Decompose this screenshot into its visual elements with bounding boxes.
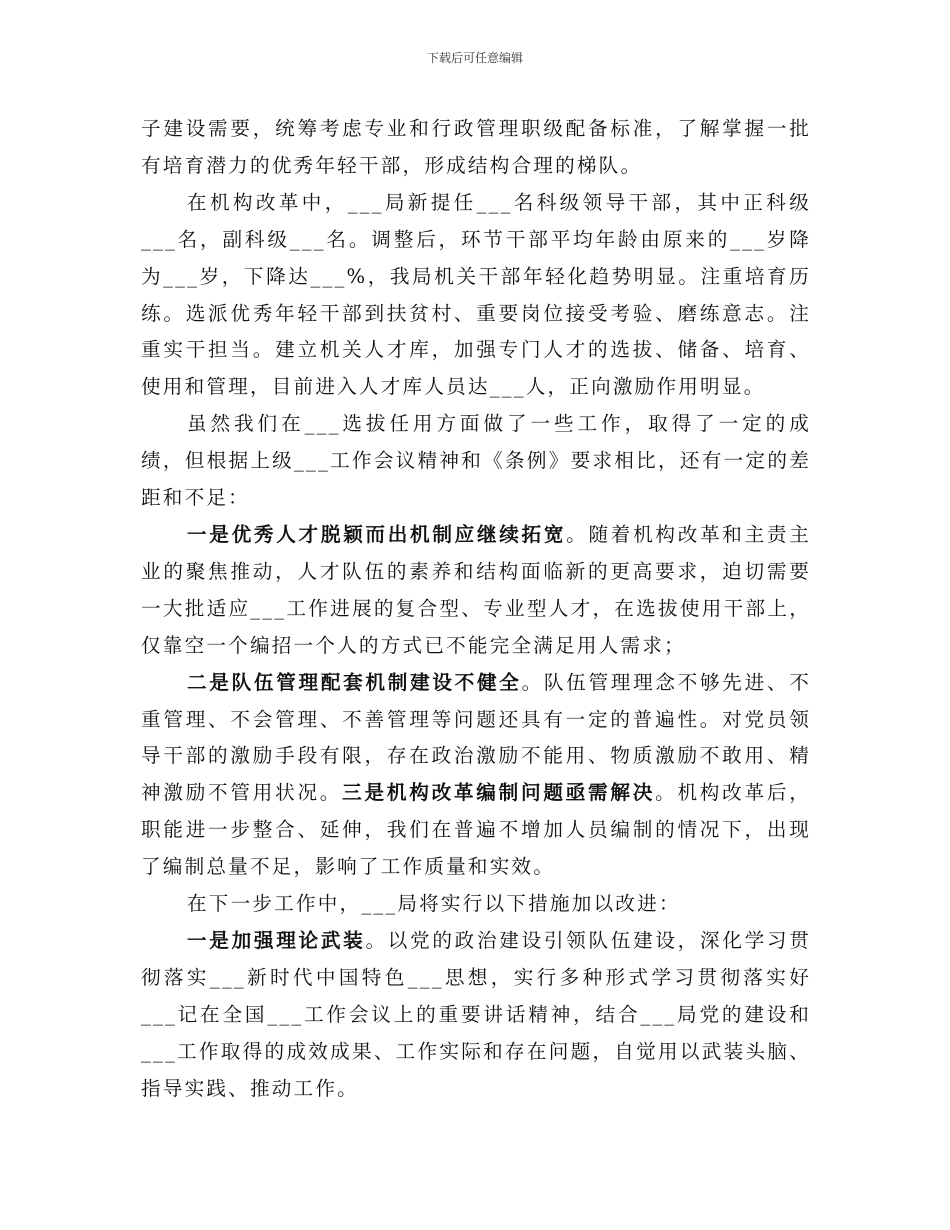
bold-heading-run: 二是队伍管理配套机制建设不健全	[187, 670, 522, 694]
text-run: 虽然我们在___选拔任用方面做了一些工作，取得了一定的成绩，但根据上级___工作会议精神和《条例》要求相比，还有一定的差距和不足：	[141, 412, 811, 510]
text-run: 。以党的政治建设引领队伍建设，深化学习贯彻落实___新时代中国特色___思想，实行多种形式学习贯彻落实好___记在全国___工作会议上的重要讲话精神，结合___局党的建设和___工作取得的成效成果、工作实际和存在问题，自觉用以武装头脑、指导实践、推动工作。	[141, 928, 811, 1100]
document-body	[141, 111, 811, 1107]
paragraph-3	[141, 406, 811, 517]
text-run: 。机构改革后，职能进一步整合、延伸，我们在普遍不增加人员编制的情况下，出现了编制总量不足，影响了工作质量和实效。	[141, 781, 811, 879]
paragraph-5	[141, 665, 811, 886]
text-run: 在机构改革中，___局新提任___名科级领导干部，其中正科级___名，副科级___名。调整后，环节干部平均年龄由原来的___岁降为___岁，下降达___%，我局机关干部年轻化趋势明显。注重培育历练。选派优秀年轻干部到扶贫村、重要岗位接受考验、磨练意志。注重实干担当。建立机关人才库，加强专门人才的选拔、储备、培育、使用和管理，目前进入人才库人员达___人，正向激励作用明显。	[141, 190, 811, 399]
paragraph-7	[141, 923, 811, 1108]
paragraph-1	[141, 111, 811, 185]
paragraph-4	[141, 517, 811, 665]
paragraph-2	[141, 185, 811, 406]
text-run: 在下一步工作中，___局将实行以下措施加以改进：	[187, 892, 681, 916]
text-run: 子建设需要，统筹考虑专业和行政管理职级配备标准，了解掌握一批有培育潜力的优秀年轻干部，形成结构合理的梯队。	[141, 117, 811, 177]
page-header: 下载后可任意编辑	[426, 51, 523, 65]
bold-heading-run: 一是优秀人才脱颖而出机制应继续拓宽	[187, 522, 567, 546]
paragraph-6	[141, 886, 811, 923]
text-run: 。随着机构改革和主责主业的聚焦推动，人才队伍的素养和结构面临新的更高要求，迫切需要一大批适应___工作进展的复合型、专业型人才，在选拔使用干部上，仅靠空一个编招一个人的方式已不能完全满足用人需求；	[141, 522, 812, 657]
bold-heading-run: 三是机构改革编制问题亟需解决	[342, 781, 656, 805]
text-run: 。队伍管理理念不够先进、不重管理、不会管理、不善管理等问题还具有一定的普遍性。对党员领导干部的激励手段有限，存在政治激励不能用、物质激励不敢用、精神激励不管用状况。	[141, 670, 811, 805]
bold-heading-run: 一是加强理论武装	[187, 928, 366, 952]
